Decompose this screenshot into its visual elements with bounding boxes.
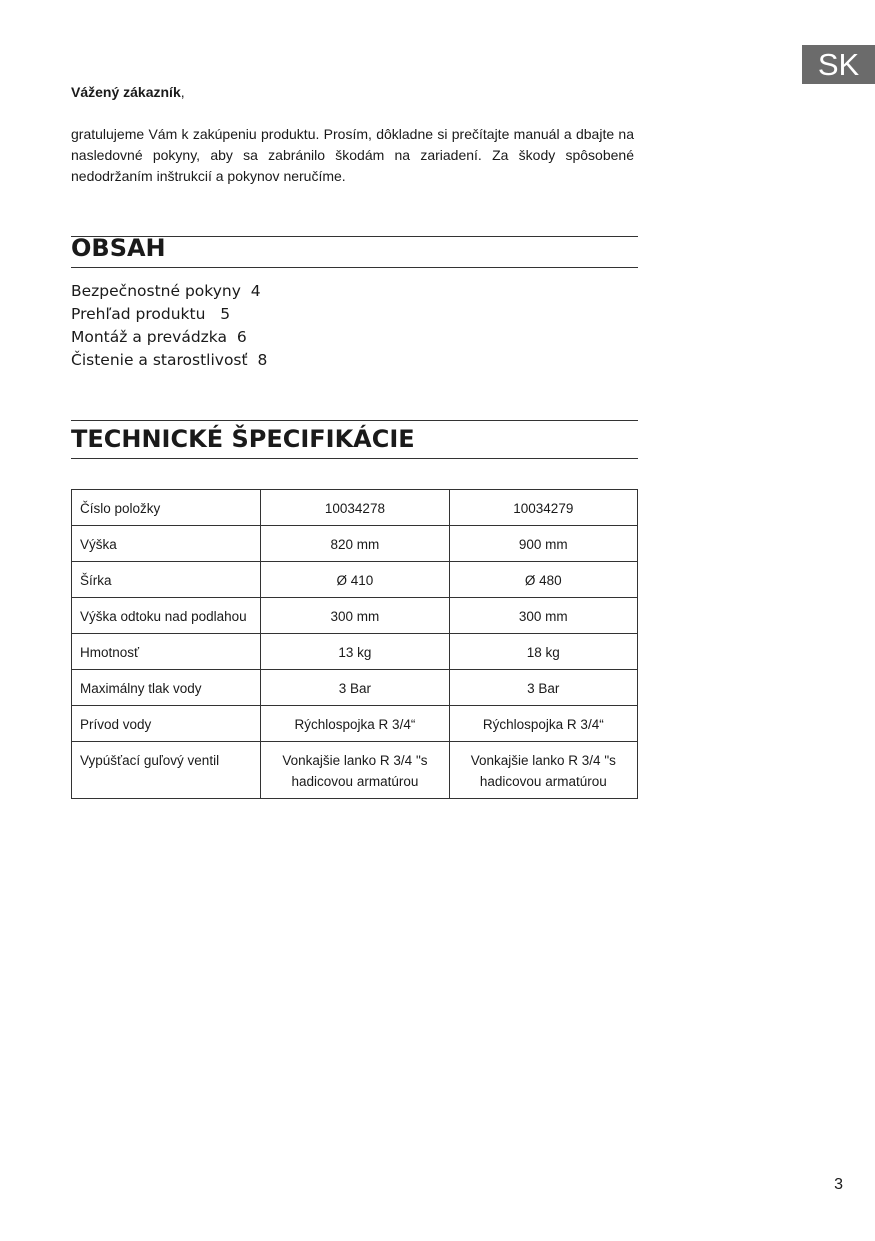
spec-value-10034279: 18 kg: [449, 634, 637, 670]
specs-table: [71, 489, 638, 799]
toc-item-label: Čistenie a starostlivosť: [71, 351, 248, 369]
spec-label: Výška odtoku nad podlahou: [72, 598, 261, 634]
toc-item[interactable]: [71, 303, 267, 326]
table-row: [72, 562, 638, 598]
spec-value-10034279: Vonkajšie lanko R 3/4 "s hadicovou armatúrou: [449, 742, 637, 799]
spec-value-10034279: 900 mm: [449, 526, 637, 562]
spec-value-10034278: Vonkajšie lanko R 3/4 "s hadicovou armatúrou: [261, 742, 449, 799]
spec-label: Hmotnosť: [72, 634, 261, 670]
toc-item-label: Montáž a prevádzka: [71, 328, 227, 346]
specs-title: TECHNICKÉ ŠPECIFIKÁCIE: [71, 425, 415, 453]
table-row: [72, 706, 638, 742]
greeting-name: Vážený zákazník: [71, 84, 181, 100]
spec-label: Prívod vody: [72, 706, 261, 742]
intro-paragraph: gratulujeme Vám k zakúpeniu produktu. Prosím, dôkladne si prečítajte manuál a dbajte na nasledovné pokyny, aby sa zabránilo škodám na zariadení. Za škody spôsobené nedodržaním inštrukcií a pokynov neručíme.: [71, 126, 634, 184]
spec-value-10034279: Ø 480: [449, 562, 637, 598]
spec-label: Číslo položky: [72, 490, 261, 526]
page-number: 3: [834, 1176, 843, 1193]
spec-value-10034278: 10034278: [261, 490, 449, 526]
spec-value-10034279: 3 Bar: [449, 670, 637, 706]
table-row: [72, 670, 638, 706]
divider: [71, 458, 638, 459]
toc-title: OBSAH: [71, 234, 166, 262]
toc-item[interactable]: [71, 349, 267, 372]
spec-label: Šírka: [72, 562, 261, 598]
spec-value-10034278: 13 kg: [261, 634, 449, 670]
spec-value-10034278: 820 mm: [261, 526, 449, 562]
spec-value-10034278: Rýchlospojka R 3/4“: [261, 706, 449, 742]
divider: [71, 420, 638, 421]
spec-value-10034278: Ø 410: [261, 562, 449, 598]
table-row: [72, 634, 638, 670]
spec-label: Maximálny tlak vody: [72, 670, 261, 706]
toc-list: [71, 280, 267, 372]
spec-value-10034279: Rýchlospojka R 3/4“: [449, 706, 637, 742]
spec-value-10034279: 10034279: [449, 490, 637, 526]
toc-item-label: Bezpečnostné pokyny: [71, 282, 241, 300]
table-row: [72, 526, 638, 562]
toc-item-page: 8: [257, 351, 268, 369]
divider: [71, 267, 638, 268]
table-row: [72, 742, 638, 799]
toc-item-label: Prehľad produktu: [71, 305, 206, 323]
toc-item-page: 5: [220, 305, 231, 323]
toc-item[interactable]: [71, 326, 267, 349]
spec-label: Výška: [72, 526, 261, 562]
spec-value-10034278: 3 Bar: [261, 670, 449, 706]
toc-item-page: 6: [236, 328, 247, 346]
spec-value-10034278: 300 mm: [261, 598, 449, 634]
table-row: [72, 598, 638, 634]
table-row: [72, 490, 638, 526]
spec-label: Vypúšťací guľový ventil: [72, 742, 261, 799]
language-tab: SK: [802, 45, 875, 84]
toc-item[interactable]: [71, 280, 267, 303]
spec-value-10034279: 300 mm: [449, 598, 637, 634]
greeting: [71, 84, 185, 100]
greeting-punct: ,: [180, 84, 185, 100]
toc-item-page: 4: [250, 282, 261, 300]
